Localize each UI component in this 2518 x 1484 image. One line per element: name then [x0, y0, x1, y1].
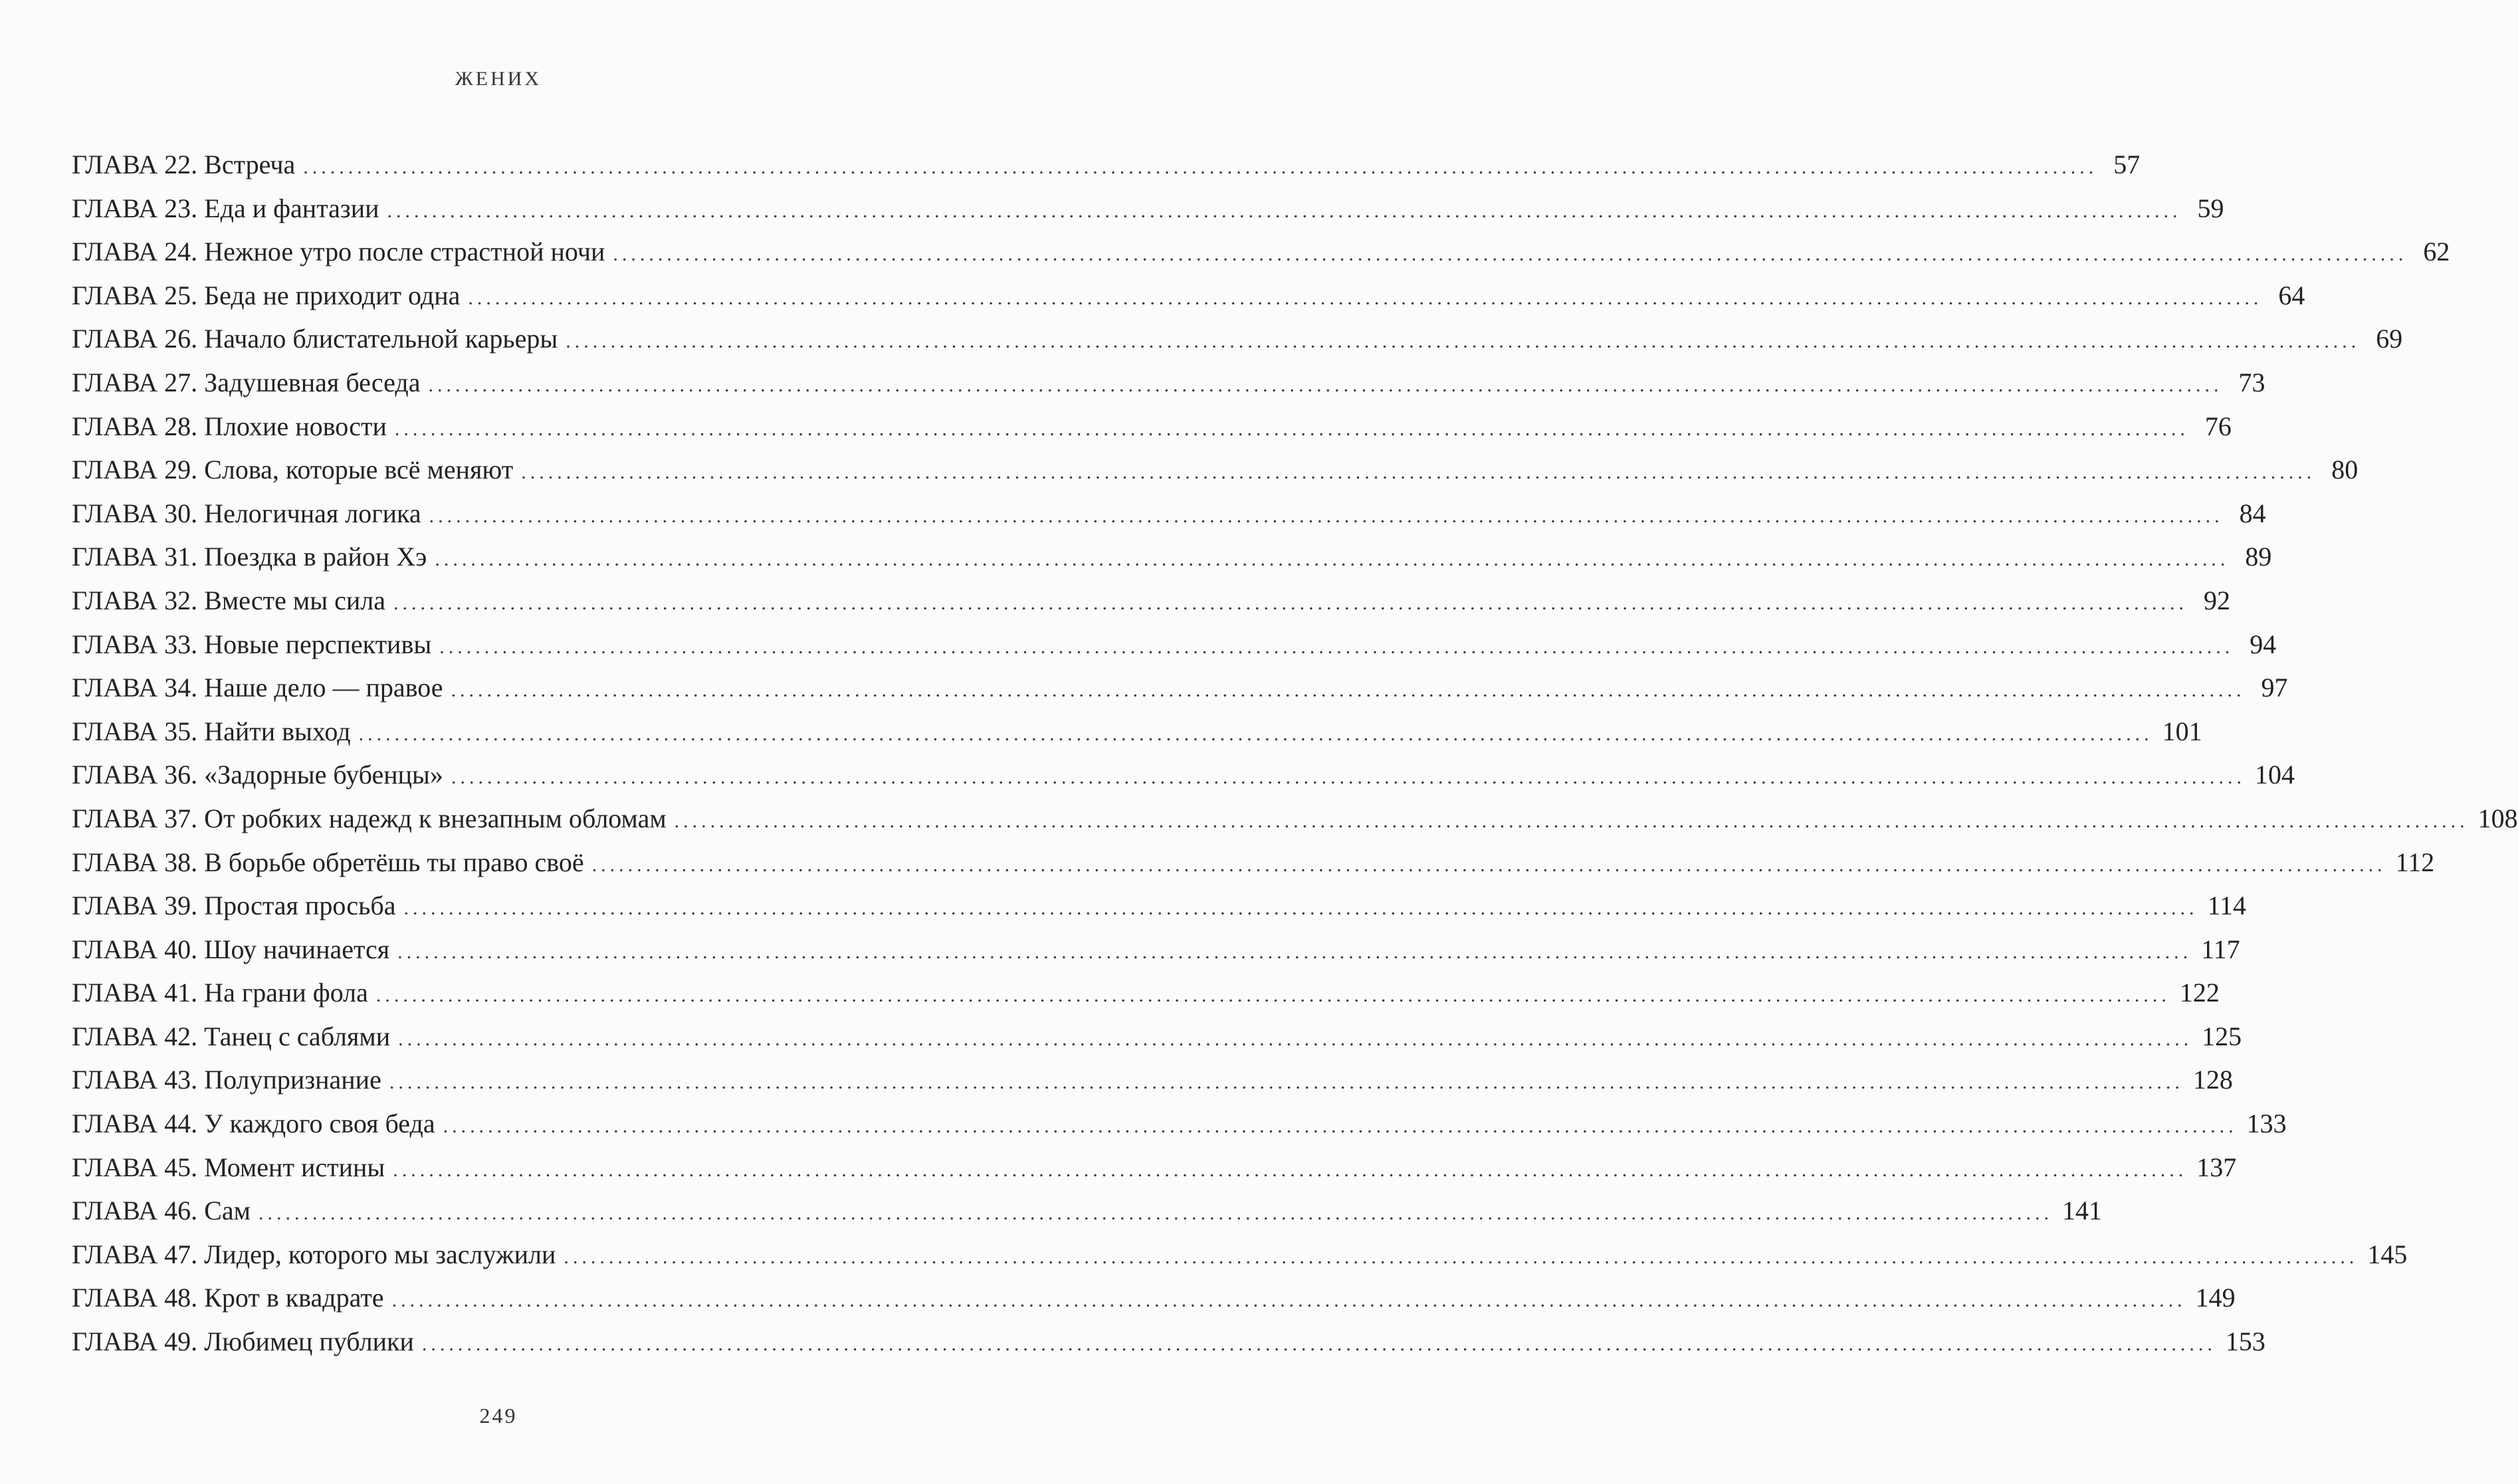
toc-entry-page: 101 — [2162, 716, 2202, 746]
toc-dot-leader: ........................................................................................................................................................................................................ — [303, 156, 2098, 178]
toc-dot-leader: ........................................................................................................................................................................................................ — [393, 591, 2188, 614]
toc-entry-page: 94 — [2250, 629, 2277, 659]
toc-entry-page: 89 — [2245, 542, 2272, 572]
toc-entry-title: ГЛАВА 22. Встреча — [72, 150, 296, 179]
toc-entry-page: 153 — [2225, 1326, 2265, 1357]
toc-entry-page: 97 — [2261, 673, 2288, 703]
toc-dot-leader: ........................................................................................................................................................................................................ — [674, 809, 2469, 832]
toc-entry — [72, 841, 2435, 885]
toc-entry-title: ГЛАВА 38. В борьбе обретёшь ты право своё — [72, 847, 584, 877]
toc-entry-title: ГЛАВА 31. Поездка в район Хэ — [72, 542, 427, 572]
toc-dot-leader: ........................................................................................................................................................................................................ — [391, 1289, 2186, 1312]
table-of-contents — [72, 143, 2518, 1364]
toc-entry-title: ГЛАВА 32. Вместе мы сила — [72, 585, 385, 615]
toc-entry-title: ГЛАВА 44. У каждого своя беда — [72, 1109, 435, 1139]
toc-entry — [72, 492, 2266, 536]
toc-entry — [72, 1233, 2408, 1277]
toc-entry-page: 133 — [2246, 1109, 2287, 1139]
toc-entry-page: 76 — [2204, 411, 2232, 441]
toc-entry-title: ГЛАВА 46. Сам — [72, 1196, 251, 1226]
toc-entry-title: ГЛАВА 25. Беда не приходит одна — [72, 280, 461, 310]
toc-entry-page: 108 — [2477, 803, 2518, 833]
toc-entry-page: 114 — [2207, 891, 2246, 921]
page-number: 249 — [479, 1404, 518, 1428]
toc-entry-title: ГЛАВА 47. Лидер, которого мы заслужили — [72, 1239, 556, 1269]
toc-dot-leader: ........................................................................................................................................................................................................ — [443, 1115, 2238, 1138]
toc-dot-leader: ........................................................................................................................................................................................................ — [451, 679, 2246, 702]
toc-entry — [72, 666, 2288, 710]
toc-dot-leader: ........................................................................................................................................................................................................ — [387, 199, 2182, 222]
toc-dot-leader: ........................................................................................................................................................................................................ — [428, 373, 2223, 396]
toc-entry-title: ГЛАВА 37. От робких надежд к внезапным обломам — [72, 803, 667, 833]
running-title: ЖЕНИХ — [455, 68, 542, 90]
toc-dot-leader: ........................................................................................................................................................................................................ — [398, 1027, 2193, 1050]
toc-dot-leader: ........................................................................................................................................................................................................ — [403, 897, 2198, 920]
toc-entry-title: ГЛАВА 26. Начало блистательной карьеры — [72, 324, 558, 354]
toc-entry — [72, 884, 2246, 928]
toc-entry-title: ГЛАВА 33. Новые перспективы — [72, 629, 432, 659]
toc-entry — [72, 361, 2265, 405]
toc-entry-title: ГЛАВА 28. Плохие новости — [72, 411, 387, 441]
toc-dot-leader: ........................................................................................................................................................................................................ — [394, 417, 2189, 440]
toc-dot-leader: ........................................................................................................................................................................................................ — [468, 286, 2263, 309]
toc-entry-page: 59 — [2197, 193, 2224, 223]
toc-entry-title: ГЛАВА 45. Момент истины — [72, 1152, 385, 1182]
toc-entry-title: ГЛАВА 27. Задушевная беседа — [72, 367, 421, 397]
toc-entry — [72, 187, 2224, 231]
toc-dot-leader: ........................................................................................................................................................................................................ — [258, 1202, 2053, 1225]
toc-entry-title: ГЛАВА 42. Танец с саблями — [72, 1021, 391, 1051]
toc-entry — [72, 405, 2232, 449]
toc-entry-page: 69 — [2376, 324, 2403, 354]
toc-entry — [72, 317, 2403, 361]
toc-entry — [72, 1058, 2233, 1102]
toc-entry-page: 122 — [2179, 978, 2220, 1008]
toc-entry — [72, 1102, 2287, 1146]
toc-dot-leader: ........................................................................................................................................................................................................ — [564, 1245, 2359, 1268]
toc-entry-title: ГЛАВА 41. На грани фола — [72, 978, 368, 1008]
toc-entry-page: 145 — [2367, 1239, 2408, 1269]
toc-entry — [72, 448, 2359, 492]
toc-entry-title: ГЛАВА 49. Любимец публики — [72, 1326, 414, 1357]
toc-entry — [72, 1320, 2265, 1364]
toc-entry-page: 84 — [2239, 498, 2266, 528]
toc-dot-leader: ........................................................................................................................................................................................................ — [439, 635, 2234, 658]
toc-entry-page: 117 — [2201, 934, 2240, 964]
toc-dot-leader: ........................................................................................................................................................................................................ — [613, 243, 2408, 266]
toc-entry-title: ГЛАВА 30. Нелогичная логика — [72, 498, 421, 528]
toc-entry-page: 92 — [2203, 585, 2230, 615]
toc-entry — [72, 1015, 2242, 1059]
toc-entry-title: ГЛАВА 40. Шоу начинается — [72, 934, 390, 964]
toc-entry — [72, 797, 2518, 841]
toc-dot-leader: ........................................................................................................................................................................................................ — [375, 984, 2170, 1007]
toc-entry — [72, 230, 2450, 274]
toc-entry-page: 149 — [2195, 1283, 2236, 1313]
toc-entry-page: 62 — [2423, 237, 2450, 267]
toc-dot-leader: ........................................................................................................................................................................................................ — [393, 1158, 2188, 1181]
toc-entry-title: ГЛАВА 23. Еда и фантазии — [72, 193, 379, 223]
toc-entry-page: 141 — [2061, 1196, 2102, 1226]
toc-entry-page: 137 — [2196, 1152, 2237, 1182]
toc-dot-leader: ........................................................................................................................................................................................................ — [358, 722, 2153, 745]
toc-entry-title: ГЛАВА 43. Полупризнание — [72, 1065, 381, 1095]
toc-entry-page: 112 — [2395, 847, 2435, 877]
toc-entry — [72, 535, 2272, 579]
toc-entry-title: ГЛАВА 24. Нежное утро после страстной ночи — [72, 237, 605, 267]
toc-dot-leader: ........................................................................................................................................................................................................ — [591, 853, 2386, 876]
toc-dot-leader: ........................................................................................................................................................................................................ — [435, 548, 2230, 571]
toc-entry-page: 73 — [2238, 367, 2265, 397]
toc-entry-title: ГЛАВА 39. Простая просьба — [72, 891, 396, 921]
toc-entry — [72, 623, 2277, 667]
toc-entry-title: ГЛАВА 36. «Задорные бубенцы» — [72, 760, 443, 790]
toc-dot-leader: ........................................................................................................................................................................................................ — [429, 504, 2224, 527]
toc-entry-title: ГЛАВА 35. Найти выход — [72, 716, 351, 746]
toc-entry — [72, 710, 2202, 754]
toc-entry-page: 80 — [2331, 455, 2359, 485]
toc-dot-leader: ........................................................................................................................................................................................................ — [451, 766, 2246, 789]
toc-entry-page: 128 — [2192, 1065, 2233, 1095]
toc-dot-leader: ........................................................................................................................................................................................................ — [389, 1071, 2184, 1094]
toc-entry — [72, 1146, 2237, 1190]
toc-dot-leader: ........................................................................................................................................................................................................ — [566, 330, 2361, 353]
toc-entry-title: ГЛАВА 48. Крот в квадрате — [72, 1283, 384, 1313]
toc-entry — [72, 579, 2230, 623]
toc-entry — [72, 928, 2240, 972]
toc-entry — [72, 1276, 2236, 1320]
toc-entry — [72, 274, 2305, 318]
toc-entry — [72, 753, 2295, 797]
toc-entry — [72, 971, 2220, 1015]
toc-entry-page: 64 — [2278, 280, 2305, 310]
toc-entry-page: 125 — [2202, 1021, 2242, 1051]
toc-dot-leader: ........................................................................................................................................................................................................ — [397, 940, 2192, 963]
toc-entry-page: 104 — [2254, 760, 2295, 790]
toc-entry-title: ГЛАВА 29. Слова, которые всё меняют — [72, 455, 514, 485]
toc-entry — [72, 143, 2141, 187]
toc-dot-leader: ........................................................................................................................................................................................................ — [421, 1333, 2216, 1356]
toc-entry-title: ГЛАВА 34. Наше дело — правое — [72, 673, 443, 703]
toc-entry-page: 57 — [2113, 150, 2141, 179]
toc-dot-leader: ........................................................................................................................................................................................................ — [521, 461, 2316, 484]
toc-entry — [72, 1189, 2102, 1233]
